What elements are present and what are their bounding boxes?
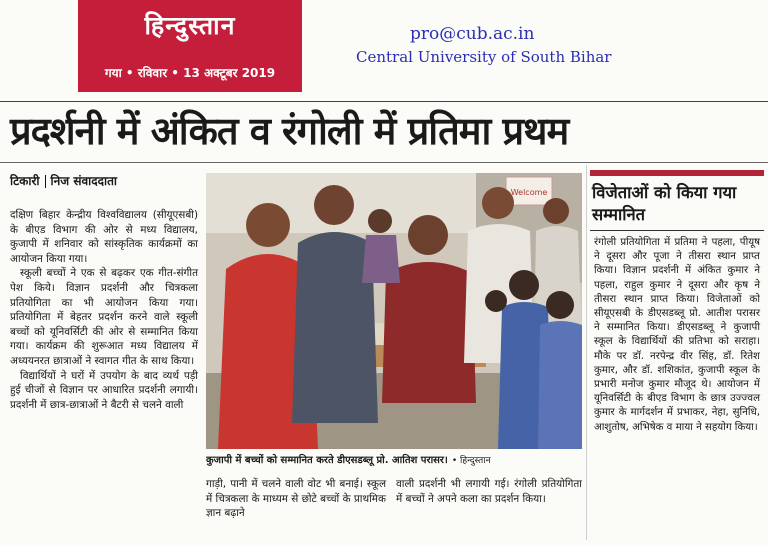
sidebar-red-bar: [590, 170, 764, 176]
dateline: गया • रविवार • 13 अक्टूबर 2019: [104, 66, 276, 80]
photo-banner-text: Welcome: [510, 188, 548, 197]
sidebar-divider: [586, 165, 587, 540]
sidebar-body: रंगोली प्रतियोगिता में प्रतिमा ने पहला, पीयूष ने दूसरा और पूजा ने तीसरा स्थान प्राप्त किया। विज्ञान प्रदर्शनी में अंकित कुमार ने पहला, राहुल कुमार ने दूसरा और कृष ने तीसरा स्थान प्राप्त किया। विजेताओं को सीयूएसबी के डीएसडब्लू प्रो. आतीश परासर ने सम्मानित किया। डीएसडब्लू ने कुजापी स्कूल के विद्यार्थियों की प्रतिभा को सराहा। मौके पर डॉ. नरपेन्द्र वीर सिंह, डॉ. रितेश कुमार, और डॉ. शशिकांत, कुजापी स्कूल के प्रभारी मनोज कुमार मौजूद थे। आयोजन में यूनिवर्सिटी के बीएड विभाग के छात्र उज्ज्वल कुमार के मार्गदर्शन में प्रभाकर, नेहा, सुनिधि, आशुतोष, अभिषेक व माया ने सहयोग किया।: [594, 237, 760, 433]
headline-rule: [0, 162, 768, 163]
source-university: Central University of South Bihar: [356, 48, 612, 66]
sidebar-rule: [590, 230, 764, 231]
photo-credit: • हिन्दुस्तान: [451, 456, 491, 466]
article-paragraph-2: स्कूली बच्चों ने एक से बढ़कर एक गीत-संगीत पेश किये। विज्ञान प्रदर्शनी और चित्रकला प्रतियोगिता का भी आयोजन किया गया। प्रतियोगिता में बेहतर प्रदर्शन करने वाले स्कूली बच्चों को यूनिवर्सिटी की ओर से सम्मानित किया गया। कार्यक्रम की शुरूआत मध्य विद्यालय में अध्ययनरत छात्राओं ने स्वागत गीत के साथ किया।: [10, 267, 198, 367]
source-email: pro@cub.ac.in: [410, 24, 535, 44]
top-rule: [0, 101, 768, 102]
byline: [10, 172, 117, 189]
newspaper-name: हिन्दुस्तान: [144, 11, 236, 40]
article-paragraph-1: दक्षिण बिहार केन्द्रीय विश्वविद्यालय (सीयूएसबी) के बीएड विभाग की ओर से मध्य विद्यालय, कुजापी में शनिवार को सांस्कृतिक कार्यक्रमों का आयोजन किया गया।: [10, 209, 198, 265]
sidebar-title: विजेताओं को किया गया सम्मानित: [592, 183, 737, 224]
article-column-3: वाली प्रदर्शनी भी लगायी गई। रंगोली प्रतियोगिता में बच्चों ने अपने कला का प्रदर्शन किया।: [396, 478, 582, 505]
byline-place: टिकारी: [10, 174, 40, 188]
photo-caption-text: कुजापी में बच्चों को सम्मानित करते डीएसडब्लू प्रो. आतिश परासर।: [206, 455, 448, 466]
headline: प्रदर्शनी में अंकित व रंगोली में प्रतिमा प्रथम: [10, 109, 569, 153]
article-column-1: [10, 208, 198, 534]
byline-separator: [45, 175, 46, 188]
masthead: [78, 0, 302, 92]
article-paragraph-3: विद्यार्थियों ने घरों में उपयोग के बाद व्यर्थ पड़ी हुई चीजों से विज्ञान पर आधारित प्रदर्शनी लगायी। प्रदर्शनी में छात्र-छात्राओं ने बैटरी से चलने वाली: [10, 369, 198, 411]
photo-caption: [206, 452, 582, 470]
sidebar-box: [590, 170, 764, 540]
article-column-2: गाड़ी, पानी में चलने वाली वोट भी बनाई। स्कूल में चित्रकला के माध्यम से छोटे बच्चों के प्राथमिक ज्ञान बढ़ाने: [206, 478, 386, 520]
photo-illustration: [206, 173, 582, 449]
byline-reporter: निज संवाददाता: [50, 174, 118, 188]
news-photo: [206, 173, 582, 449]
